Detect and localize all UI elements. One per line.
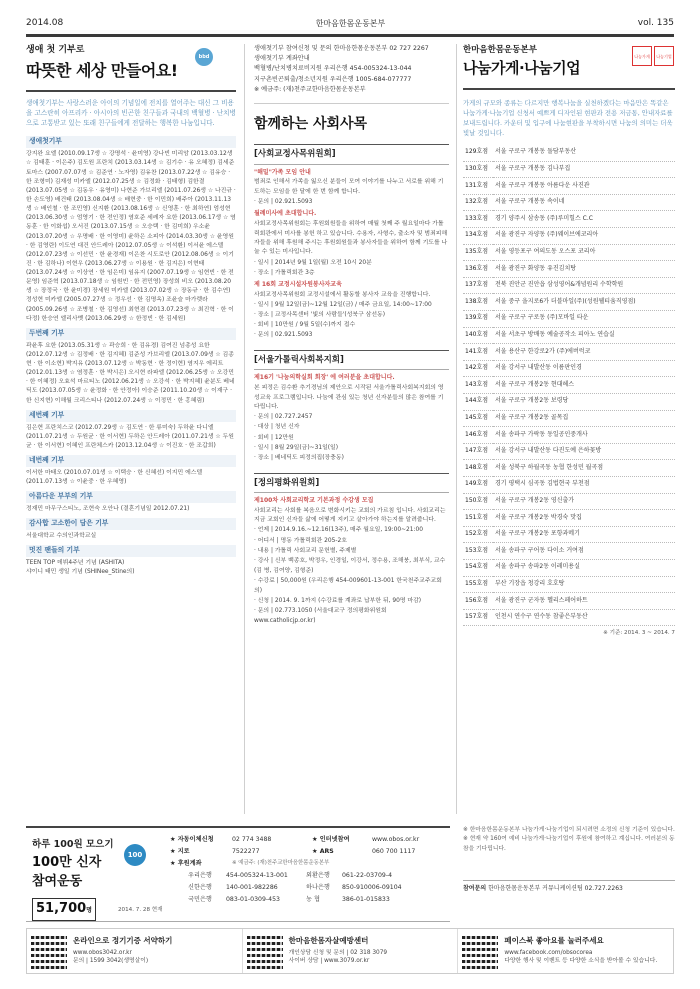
bank-account-number: 061-22-03709-4 [342, 871, 393, 879]
ministry-detail-line: · 대상 | 청년 신자 [254, 424, 300, 431]
lead-paragraph: 가게의 규모와 종류는 다르지만 행복나눔을 실천하겠다는 마음만은 똑같은 나눔가게·나눔기업 신청서 예쁘게 디자인된 현판과 전용 저금통, 안내자료를 보내드립니다. 카운터 및 입구에 나눔현판을 부착하시면 나눔의 의미는 더욱 빛날 것입니다. [463, 98, 673, 138]
footer-title: 온라인으로 정기기증 서약하기 [73, 936, 173, 946]
participant-count-value: 51,700 [36, 901, 87, 916]
info-line: 지구촌빈곤퇴출/청소년지원 우리은행 1005-684-077777 [254, 75, 412, 83]
first-gift-column [26, 44, 236, 577]
shop-number: 152호점 [463, 526, 493, 543]
shop-name: 서울 광진구 화양동 유진김치탕 [493, 261, 675, 278]
section-kicker: 생애 첫 기부로 [26, 45, 85, 55]
bank-name: 신한은행 [188, 883, 212, 891]
ministry-item-details [254, 197, 449, 207]
ministry-detail-line: · 문의 | 02.773.1050 (서울대교구 정의평화위원회 www.catholicjp.or.kr) [254, 607, 387, 624]
shop-number: 157호점 [463, 609, 493, 626]
contact-label: 참여문의 [463, 885, 487, 892]
ministry-detail-line: · 회비 | 12만원 [254, 434, 294, 441]
bank-account-number: 454-005324-13-001 [226, 871, 288, 879]
participant-count-unit: 명 [86, 907, 92, 914]
ministry-item-title: "해밀"가족 모임 안내 [254, 168, 311, 176]
method-value: 7522277 [232, 847, 260, 855]
shop-name: 서울 영등포구 여의도동 오스포 코리아 [493, 244, 675, 261]
campaign-title [32, 838, 114, 891]
section-kicker: 한마음한몸운동본부 [463, 45, 537, 55]
method-label: ★ 인터넷참여 [312, 836, 350, 843]
shop-number: 149호점 [463, 476, 493, 493]
participant-count [32, 898, 96, 921]
donor-section-text: 서울대학교 수의인과학교실 [26, 532, 97, 539]
shop-row [463, 261, 675, 278]
ministry-item-text: 본 피정은 김수환 추기경님의 제안으로 시작된 서울가톨릭사회복지회의 영성교육 프로그램입니다. 나눔에 관심 있는 청년 신자분들의 많은 참여를 기다립니다. [254, 385, 444, 410]
issue-date: 2014.08 [26, 18, 64, 29]
shop-number: 148호점 [463, 460, 493, 477]
shop-row [463, 178, 675, 195]
bank-name: 국민은행 [188, 895, 212, 903]
footer-line: 다양한 행사 및 이벤트 등 다양한 소식을 받아볼 수 있습니다. [504, 958, 658, 965]
donor-section-head: 생애첫기부 [26, 136, 236, 148]
shop-name: 서울 송파구 가락동 동일공인중개사 [493, 427, 675, 444]
shop-list-table [463, 145, 675, 627]
ministry-detail-line: · 언제 | 2014.9.16.~12.16(13주), 매주 월요일, 19:00~21:00 [254, 527, 423, 534]
sharing-store-logo: 나눔가게 [632, 46, 652, 66]
sharing-note-line: ※ 현재 약 160여 예비 나눔가게·나눔기업이 후원에 참여하고 계십니다. 여러분의 동참을 기다립니다. [463, 836, 675, 852]
ministry-detail-line: · 장소 | 가톨릭회관 3층 [254, 269, 315, 276]
donor-section-head: 세번째 기부 [26, 410, 236, 422]
ministry-detail-line: · 일시 | 9월 12일(금)~12월 12일(금) / 매주 금요일, 14:00~17:00 [254, 302, 432, 308]
footer-line: 개인상담 신청 및 문의 | 02 318 3079 [288, 950, 388, 957]
org-name: 한마음한몸운동본부 [315, 19, 386, 29]
shop-number: 145호점 [463, 410, 493, 427]
footer-line: www.facebook.com/obsocorea [504, 950, 593, 957]
shop-row [463, 427, 675, 444]
footer-title: 페이스북 좋아요를 눌러주세요 [504, 936, 604, 946]
shop-row [463, 559, 675, 576]
ministry-item-details [254, 300, 449, 340]
shop-number: 144호점 [463, 393, 493, 410]
ministry-item-text: 사회교정사목위원회 교정시설에서 활동할 봉사자 교육을 진행합니다. [254, 291, 431, 298]
shop-name: 서울 구로구 개봉2동 포항과메기 [493, 526, 675, 543]
ministry-sections [254, 144, 449, 625]
shop-name: 서울 구로구 개봉동 돌담부동산 [493, 145, 675, 162]
ministry-detail-line: · 장소 | 교정사목센터 '빛의 사람들'(성북구 삼선동) [254, 312, 386, 319]
bank-accounts [188, 872, 446, 905]
footer-text [289, 936, 387, 966]
sharing-note-line: ※ 한마음한몸운동본부 나눔가게·나눔기업이 되시려면 소정의 신청 기준이 있습니다. [463, 827, 675, 833]
count-date: 2014. 7. 28 현재 [118, 907, 163, 913]
bank-name: 우리은행 [188, 871, 212, 879]
ministry-committee-head: [사회교정사목위원회] [254, 144, 449, 164]
ministry-item-details [254, 412, 449, 462]
footer-title: 한마음한몸자살예방센터 [288, 936, 369, 946]
shop-name: 서울 광진구 군자동 헬리스페어하트 [493, 593, 675, 610]
shop-name: 서울 광진구 자양동 (주)웨이브에코리아 [493, 228, 675, 245]
method-label: ★ 지로 [170, 847, 190, 855]
column-divider [456, 44, 457, 814]
ministry-detail-line: · 일시 | 8월 29일(금)~31일(일) [254, 444, 339, 451]
shop-name: 서울 구로구 개봉2동 영신출가 [493, 493, 675, 510]
shop-row [463, 211, 675, 228]
footer-line: www.obos3042.or.kr [73, 950, 132, 957]
ministry-detail-line: · 회비 | 10만원 / 9월 5일(수)까지 접수 [254, 322, 356, 329]
ministry-detail-line: · 문의 | 02.727.2457 [254, 414, 313, 421]
donor-section-text: 정재민 마무구스티노, 조현숙 오안나 (결혼기념일 2012.07.21) [26, 505, 190, 512]
shop-row [463, 393, 675, 410]
donor-section-head: 아름다운 부부의 기부 [26, 491, 236, 503]
shop-row [463, 510, 675, 527]
donor-section-text: 곽윤후 요한 (2013.05.31생 ☆ 곽승희 · 한 김유경) 김여진 넘총성 요한 (2012.07.12생 ☆ 김정배 · 한 김지혜) 김준성 가브리엘 (2013.07.09생 ☆ 김종현 · 한 이소현) 박지유 (2013.07.12생 ☆ 박동현 · 한 정이현) 염지우 에리트 (2012.01.13생 ☆ 염정훈 · 한 박시은) 오시현 라파엘 (2012.06.25생 ☆ 오강민 · 한 이혜정) 오효석 마르티노 (2012.06.21생 ☆ 오강석 · 한 박지혜) 윤분도 베네딕도 (2013.07.05생 ☆ 윤정화 · 한 안정아) 이승준 (2011.10.20생 ☆ 이재구 · 한 신지현) 이해월 크리스티나 (2012.07.24생 ☆ 이정민 · 한 홍혜림) [26, 342, 235, 404]
shop-row [463, 344, 675, 361]
lead-paragraph: 생애첫기부는 사랑스러운 아이의 기념일에 전치를 열어주는 대신 그 비용을 고스란히 아프리카 · 아시아의 빈곤한 친구들과 국내의 백혈병 · 난치병으로 고통받고 있는 또래 친구들에게 전달하는 행복한 나눔입니다. [26, 98, 236, 128]
volume-number: vol. 135 [637, 18, 674, 29]
shop-name: 서울 서초구 방배동 예술공작소 피아노 연습실 [493, 327, 675, 344]
footer-line: 문의 | 1599 3042(생명살이) [73, 958, 149, 965]
shop-name: 서울 강서구 내발산동 다진도예 은하꽃방 [493, 443, 675, 460]
shop-number: 146호점 [463, 427, 493, 444]
shop-row [463, 526, 675, 543]
shop-number: 142호점 [463, 360, 493, 377]
info-line: ※ 예금주: (재)천주교한마음한몸운동본부 [254, 85, 366, 93]
account-owner: ※ 예금주: (재)천주교한마음한몸운동본부 [232, 859, 330, 866]
footer-item[interactable] [458, 929, 673, 973]
divider [254, 103, 449, 104]
bank-account-number: 140-001-982286 [226, 883, 278, 891]
footer-text [504, 936, 657, 966]
method-value: 060 700 1117 [372, 847, 416, 855]
shop-row [463, 460, 675, 477]
shop-row [463, 161, 675, 178]
account-label: ★ 후원계좌 [170, 859, 202, 867]
shop-number: 143호점 [463, 377, 493, 394]
ministry-detail-line: · 수강료 | 50,000원 (우리은행 454-009601-13-001 한국천주교주교회의) [254, 577, 442, 594]
bank-account-number: 386-01-015833 [342, 895, 390, 903]
campaign-title-line1: 하루 100원 모으기 [32, 839, 114, 850]
shop-name: 경기 평택시 심곡동 김법현국 부천점 [493, 476, 675, 493]
shop-number: 153호점 [463, 543, 493, 560]
shop-number: 131호점 [463, 178, 493, 195]
shop-number: 150호점 [463, 493, 493, 510]
info-line: 생애첫기부 참여신청 및 문의 한마음한몸운동본부 02 727 2267 [254, 45, 429, 52]
shop-row [463, 593, 675, 610]
shop-number: 138호점 [463, 294, 493, 311]
ministry-detail-line: · 장소 | 베네딕도 피정의집(장충동) [254, 454, 344, 461]
ministry-detail-line: · 내용 | 가톨릭 사회교리 문헌별, 주제별 [254, 547, 357, 554]
shop-row [463, 277, 675, 294]
ministry-item-details [254, 258, 449, 278]
shop-number: 130호점 [463, 161, 493, 178]
bank-name: 농 협 [306, 895, 320, 903]
shop-number: 139호점 [463, 311, 493, 328]
shop-row [463, 443, 675, 460]
ministry-item-title: 월례미사에 초대합니다. [254, 210, 317, 218]
shop-name: 부산 기장읍 청강리 호호탕 [493, 576, 675, 593]
shop-name: 서울 송파구 송파2동 이레미용실 [493, 559, 675, 576]
shop-number: 134호점 [463, 228, 493, 245]
donor-section-head: 멋진 팬들의 기부 [26, 545, 236, 557]
shop-name: 서울 용산구 한강로2가 (주)에버럭코 [493, 344, 675, 361]
shop-list-note: ※ 기준: 2014. 3 ~ 2014. 7 [603, 630, 675, 637]
first-gift-info [254, 44, 449, 95]
footer-line: 사이버 상담 | www.3079.or.kr [288, 958, 370, 965]
bank-account-number: 850-910006-09104 [342, 883, 402, 891]
shop-number: 129호점 [463, 145, 493, 162]
first-gift-logo: bbd [195, 48, 213, 66]
ministry-detail-line: · 신청 | 2014. 9. 1까지 (수강료를 계좌로 납부한 뒤, 90명 마감) [254, 597, 422, 604]
campaign-100-badge: 100 [124, 844, 146, 866]
shop-number: 154호점 [463, 559, 493, 576]
shop-row [463, 327, 675, 344]
shop-name: 서울 구로구 개봉2동 보령당 [493, 393, 675, 410]
donor-section-text: TEEN TOP 데뷔4주년 기념 (ASHITA) 샤이니 태민 생일 기념 (SHINee_Stine의) [26, 559, 135, 576]
donation-method-row [170, 848, 446, 857]
account-header [170, 860, 446, 869]
qr-code-icon [462, 933, 498, 969]
social-ministry-column [254, 44, 449, 626]
shop-name: 전북 진안군 진안읍 삼성영어&개념원리 수학학원 [493, 277, 675, 294]
divider [463, 88, 675, 90]
shop-number: 136호점 [463, 261, 493, 278]
ministry-item-text: 범죄로 인해서 가족을 잃으신 분들이 모여 이야기를 나누고 서로를 위해 기도하는 모임을 한 달에 한 번 함께 합니다. [254, 179, 444, 195]
qr-code-icon [31, 933, 67, 969]
shop-row [463, 576, 675, 593]
donor-section-text: 김은현 프란치스코 (2012.07.29생 ☆ 김도연 · 한 류미숙) 두하윤 다니엘 (2011.07.21생 ☆ 두원균 · 한 이서현) 두하은 안드레아 (2011.07.21생 ☆ 두원균 · 한 이서현) 이혜인 프란체스카 (2013.12.04생 ☆ 이진호 · 한 조갑희) [26, 424, 234, 449]
shop-row [463, 543, 675, 560]
section-title: 나눔가게·나눔기업 [463, 59, 581, 78]
shop-number: 151호점 [463, 510, 493, 527]
ministry-detail-line: · 문의 | 02.921.5093 [254, 332, 313, 339]
shop-number: 141호점 [463, 344, 493, 361]
shop-row [463, 476, 675, 493]
donor-section-text: 이서한 마태오 (2010.07.01생 ☆ 이택승 · 한 신혜선) 이지민 에스델 (2011.07.13생 ☆ 이윤중 · 한 우혜영) [26, 469, 203, 485]
page-header [26, 16, 674, 32]
qr-code-icon [247, 933, 283, 969]
ministry-item-title: 제16기 '나눔의학실회 회장' 에 여러분을 초대합니다. [254, 374, 395, 382]
info-line: 백혈병/난치병치료비지원 우리은행 454-005324-13-044 [254, 65, 412, 73]
sharing-company-logo: 나눔기업 [654, 46, 674, 66]
shop-row [463, 377, 675, 394]
shop-row [463, 294, 675, 311]
section-title: 따뜻한 세상 만들어요! [26, 61, 178, 81]
shop-name: 서울 구로구 개봉동 아름다운 사진관 [493, 178, 675, 195]
footer-text [73, 936, 172, 966]
shop-name: 서울 성북구 하월곡동 농협 한성민 월곡점 [493, 460, 675, 477]
shop-row [463, 360, 675, 377]
donation-campaign-box [26, 826, 450, 922]
shop-name: 서울 구로구 개봉동 속이네 [493, 194, 675, 211]
sharing-contact [463, 880, 675, 894]
donor-sections [26, 136, 236, 577]
footer-bar [26, 928, 674, 974]
header-rule [26, 34, 674, 37]
ministry-item-title: 제100차 사회교리학교 기본과정 수강생 모집 [254, 496, 374, 504]
ministry-detail-line: · 일시 | 2014년 9월 1일(월) 오전 10시 20분 [254, 259, 372, 266]
method-label: ★ ARS [312, 847, 334, 855]
shop-name: 서울 구로구 구로동 (주)모바일 타운 [493, 311, 675, 328]
shop-number: 135호점 [463, 244, 493, 261]
donor-section-head: 네번째 기부 [26, 455, 236, 467]
donor-section-head: 두번째 기부 [26, 328, 236, 340]
column-divider [244, 44, 245, 814]
shop-number: 156호점 [463, 593, 493, 610]
sharing-store-column [463, 44, 675, 637]
shop-number: 132호점 [463, 194, 493, 211]
footer-item[interactable] [27, 929, 243, 973]
campaign-title-line3: 참여운동 [32, 873, 83, 889]
shop-number: 137호점 [463, 277, 493, 294]
donor-section-head: 감사합 고소한이 담은 기부 [26, 518, 236, 530]
info-line: 생애첫기부 계좌안내 [254, 55, 310, 63]
donor-section-text: 강지완 요엘 (2010.09.17생 ☆ 강명석 · 윤미영) 강나빈 미리암 (2013.03.12생 ☆ 김태훈 · 이은주) 김도원 프란치 (2013.03.14생 ☆ 김기수 · 유 오혜정) 김세준 토마스 (2007.07.07생 ☆ 김준연 · 노자영) 김유찬 (2013.07.22생 ☆ 김유승 · 한 조형미) 김재성 미카엘 (2012.07.25생 ☆ 김정화 · 김태형) 김한결 (2013.07.05생 ☆ 김동우 · 유영미) 나현준 가브리엘 (2011.07.26생 ☆ 나진규 · 한 손도영) 배건태 (2013.08.04생 ☆ 배현중 · 한 이민희) 배주아 (2013.11.13생 ☆ 배인철 · 한 조민영) 신지환 (2013.08.16생 ☆ 신영훈 · 한 최하연) 엄성현 (2013.06.30생 ☆ 엄영기 · 한 전인정) 염호준 세레자 요한 (2013.06.17생 ☆ 염동훈 · 한 이화섭) 오서진 (2013.07.15생 ☆ 오승택 · 한 김미희) 우소윤 (2013.07.20생 ☆ 우명배 · 한 이영미) 윤하은 소피아 (2014.03.30생 ☆ 윤영원 · 한 김영란) 이도연 대건 안드레아 (2012.07.05생 ☆ 이석환) 이서윤 에스델 (2012.07.23생 ☆ 이선민 · 한 윤경재) 이은찬 시도로안 (2012.08.06생 ☆ 이기진 · 한 김하나) 이현우 (2013.06.27생 ☆ 이용원 · 한 김지은) 이현태 (2013.07.24생 ☆ 이상연 · 한 임은미) 임유지 (2007.07.19생 ☆ 임현빈 · 한 전문영) 임준혁 (2013.07.18생 ☆ 임원빈 · 한 전민영) 장성희 비오 (2013.08.20생 ☆ 장정국 · 한 윤미경) 장세원 미카엘 (2013.07.02생 ☆ 장동규 · 한 김수연) 정성현 미카엘 (2005.07.27생 ☆ 정우선 · 한 김명옥) 조윤슬 마가렛라 (2005.09.26생 ☆ 조병철 · 한 김영선) 최현겸 (2013.07.23생 ☆ 최진혁 · 한 이다정) 한승연 엘리사벳 (2013.06.29생 ☆ 한정빈 · 한 김세원) [26, 151, 236, 322]
method-value: 02 774 3488 [232, 836, 272, 843]
shop-name: 서울 송파구 구어동 다이소 거여점 [493, 543, 675, 560]
divider [26, 90, 236, 92]
shop-row [463, 228, 675, 245]
shop-number: 140호점 [463, 327, 493, 344]
section-title: 함께하는 사회사목 [254, 116, 368, 133]
ministry-committee-head: [정의평화위원회] [254, 473, 449, 493]
shop-row [463, 609, 675, 626]
bank-account-number: 083-01-0309-453 [226, 895, 280, 903]
ministry-item-text: 사회교리는 사회를 복음으로 변화시키는 교회의 가르침 입니다. 사회교리는 지금 교회인 신자들 삶에 어떻게 지키고 살아가야 하는지를 알려줍니다. [254, 507, 446, 524]
ministry-item-text: 사회교정사목위원회는 후원회원들을 위하여 매월 첫째 주 월요일마다 가톨릭회관에서 미사를 봉헌 하고 있습니다. 수용자, 사형수, 출소자 및 범죄피해자들을 위해 후원해 주시는 후원회원들과 봉사자들을 위하여 함께 기도를 나눌 수 있는 미사입니다. [254, 221, 448, 256]
contact-info: 한마음한몸운동본부 커뮤니케이션팀 02.727.2263 [488, 885, 623, 892]
bank-name: 하나은행 [306, 883, 330, 891]
shop-row [463, 410, 675, 427]
method-label: ★ 자동이체신청 [170, 836, 214, 843]
shop-row [463, 194, 675, 211]
campaign-title-line2: 100만 신자 [32, 854, 102, 870]
ministry-detail-line: · 문의 | 02.921.5093 [254, 199, 313, 206]
shop-name: 서울 구로구 개봉2동 현대헤스 [493, 377, 675, 394]
shop-number: 147호점 [463, 443, 493, 460]
shop-name: 서울 구로구 개봉2동 박경숙 맛집 [493, 510, 675, 527]
bank-name: 외환은행 [306, 871, 330, 879]
ministry-item-title: 제 16회 교정시설자원봉사자교육 [254, 280, 342, 288]
shop-name: 서울 구로구 개봉2동 골목집 [493, 410, 675, 427]
shop-name: 서울 구로구 개봉동 김나부집 [493, 161, 675, 178]
shop-name: 인천시 연수구 연수동 참좋은부동산 [493, 609, 675, 626]
shop-row [463, 493, 675, 510]
ministry-detail-line: · 강사 | 신부 백종호, 박정우, 인경일, 이강서, 정수용, 조해붕, 최부식, 교수 (김 병, 김여양, 김형준) [254, 557, 446, 574]
shop-name: 서울 중구 을지로6가 더블마일(주)(성원웰티움직영점) [493, 294, 675, 311]
sharing-notes [463, 826, 675, 854]
method-value: www.obos.or.kr [372, 836, 420, 843]
donation-method-row [170, 836, 446, 845]
footer-item[interactable] [243, 929, 459, 973]
ministry-detail-line: · 어디서 | 명동 가톨릭회관 205-2호 [254, 537, 347, 544]
ministry-item-details [254, 525, 449, 625]
shop-name: 경기 양주시 삼송동 (주)루미힐스 C.C [493, 211, 675, 228]
shop-row [463, 244, 675, 261]
shop-number: 155호점 [463, 576, 493, 593]
donation-methods [170, 836, 446, 905]
shop-number: 133호점 [463, 211, 493, 228]
shop-name: 서울 강서구 내발산동 이름판인경 [493, 360, 675, 377]
shop-row [463, 311, 675, 328]
ministry-committee-head: [서울가톨릭사회복지회] [254, 350, 449, 370]
shop-row [463, 145, 675, 162]
